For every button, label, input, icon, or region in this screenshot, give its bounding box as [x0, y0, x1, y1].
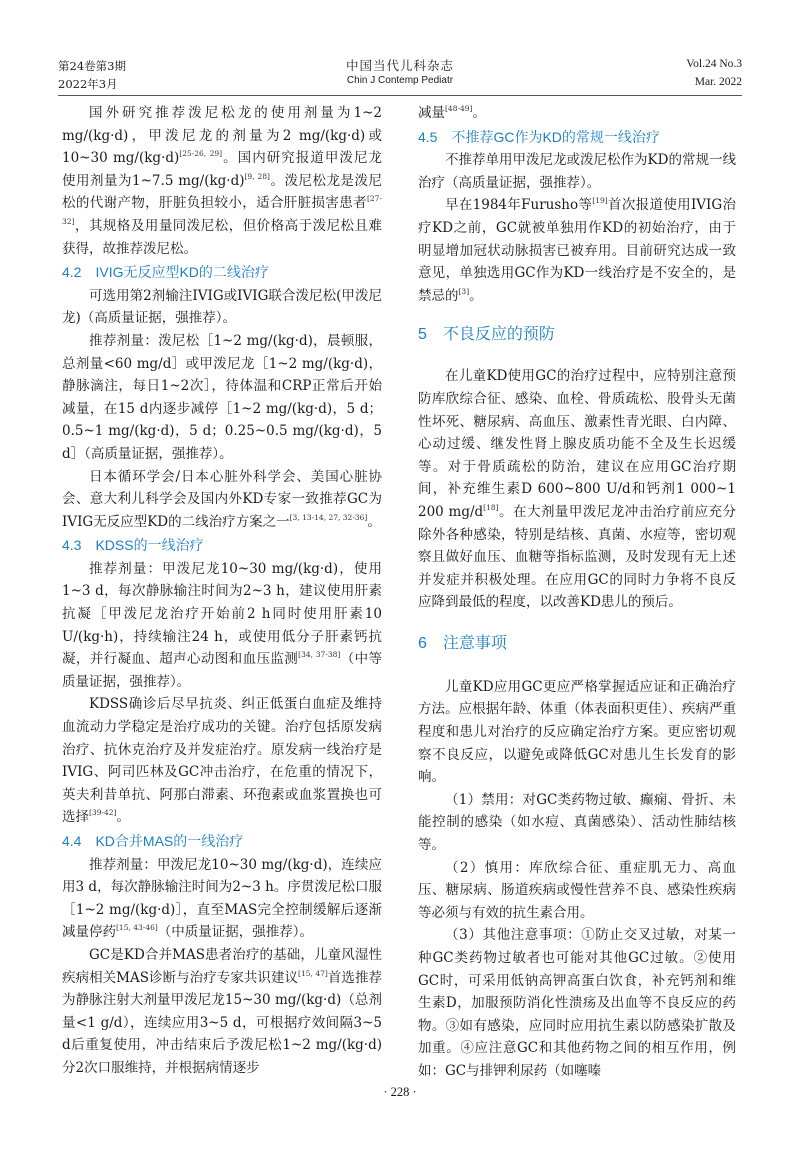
header-journal-en: Chin J Contemp Pediatr [346, 75, 454, 86]
section-heading-5: 5 不良反应的预防 [418, 326, 555, 344]
paragraph: 早在1984年Furusho等[19]首次报道使用IVIG治疗KD之前，GC就被单独用作KD的初始治疗，由于明显增加冠状动脉损害已被弃用。目前研究达成一致意见，单独选用GC作为KD一线治疗是不安全的，是禁忌的[3]。 [418, 196, 736, 304]
section-heading-6: 6 注意事项 [418, 634, 507, 652]
page-number: · 228 · [383, 1085, 417, 1099]
right-column [418, 102, 736, 1083]
paragraph: 推荐剂量：甲泼尼龙10~30 mg/(kg·d)，连续应用3 d，每次静脉输注时间为2~3 h。序贯泼尼松口服［1~2 mg/(kg·d)］，直至MAS完全控制缓解后逐渐减量停药[15, 43-46]（中质量证据，强推荐）。 [62, 856, 382, 941]
paragraph: 儿童KD应用GC更应严格掌握适应证和正确治疗方法。应根据年龄、体重（体表面积更佳）、疾病严重程度和患儿对治疗的反应确定治疗方案。更应密切观察不良反应，以避免或降低GC对患儿生长发育的影响。 [418, 678, 736, 786]
paragraph: 推荐剂量：泼尼松［1~2 mg/(kg·d)，晨顿服，总剂量<60 mg/d］或甲泼尼龙［1~2 mg/(kg·d)，静脉滴注，每日1~2次］，待体温和CRP正常后开始减量，在15 d内逐步减停［1~2 mg/(kg·d)，5 d；0.5~1 mg/(kg·d)，5 d；0.25~0.5 mg/(kg·d)，5 d］（高质量证据，强推荐）。 [62, 332, 382, 462]
paragraph: KDSS确诊后尽早抗炎、纠正低蛋白血症及维持血流动力学稳定是治疗成功的关键。治疗包括原发病治疗、抗休克治疗及并发症治疗。原发病一线治疗是IVIG、阿司匹林及GC冲击治疗，在危重的情况下，英夫利昔单抗、阿那白滞素、环孢素或血浆置换也可选择[39-42]。 [62, 696, 382, 826]
citation: [3] [458, 286, 470, 296]
running-header [0, 0, 800, 91]
paragraph: 推荐剂量：甲泼尼龙10~30 mg/(kg·d)，使用1~3 d，每次静脉输注时间为2~3 h，建议使用肝素抗凝［甲泼尼龙治疗开始前2 h同时使用肝素10 U/(kg·h)，持续输注24 h，或使用低分子肝素钙抗凝，并行凝血、超声心动图和血压监测[34, 37-38]（中等质量证据，强推荐）。 [62, 560, 382, 690]
header-volume-en: Vol.24 No.3 [686, 58, 742, 70]
section-heading-4-4: 4.4 KD合并MAS的一线治疗 [62, 833, 244, 849]
citation: [15, 47] [298, 968, 328, 978]
citation: [27-32] [62, 194, 382, 226]
header-journal-cn: 中国当代儿科杂志 [345, 58, 454, 73]
header-date-en: Mar. 2022 [694, 76, 742, 88]
paragraph: GC是KD合并MAS患者治疗的基础，儿童风湿性疾病相关MAS诊断与治疗专家共识建议[15, 47]首选推荐为静脉注射大剂量甲泼尼龙15~30 mg/(kg·d)（总剂量<1 g/d），连续应用3~5 d，可根据疗效间隔3~5 d后重复使用，冲击结束后予泼尼松1~2 mg/(kg·d)分2次口服维持，并根据病情逐步 [62, 946, 382, 1076]
header-volume-cn: 第24卷第3期 [58, 59, 126, 73]
section-heading-4-5: 4.5 不推荐GC作为KD的常规一线治疗 [418, 128, 660, 145]
left-column [62, 102, 382, 1080]
citation: [39-42] [89, 808, 117, 818]
citation: [15, 43-46] [116, 923, 158, 933]
section-heading-4-2: 4.2 IVIG无反应型KD的二线治疗 [62, 264, 269, 281]
paragraph: （1）禁用：对GC类药物过敏、癫痫、骨折、未能控制的感染（如水痘、真菌感染）、活动性肺结核等。 [418, 791, 736, 854]
header-date-cn: 2022年3月 [58, 77, 118, 91]
citation: [48-49] [445, 104, 473, 113]
citation: [18] [483, 502, 499, 512]
header-rule [58, 95, 742, 96]
citation: [19] [592, 196, 608, 206]
paragraph: （3）其他注意事项：①防止交叉过敏，对某一种GC类药物过敏者也可能对其他GC过敏。②使用GC时，可采用低钠高钾高蛋白饮食，补充钙剂和维生素D，加服预防消化性溃疡及出血等不良反应的药物。③如有感染，应同时应用抗生素以防感染扩散及加重。④应注意GC和其他药物之间的相互作用，例如：GC与排钾利尿药（如噻嗪 [418, 927, 736, 1079]
citation: [3, 13-14, 27, 32-36] [289, 512, 368, 522]
paragraph: 日本循环学会/日本心脏外科学会、美国心脏协会、意大利儿科学会及国内外KD专家一致推荐GC为IVIG无反应型KD的二线治疗方案之一[3, 13-14, 27, 32-36]。 [62, 468, 382, 530]
citation: [9, 28] [244, 171, 270, 181]
paragraph: 可选用第2剂输注IVIG或IVIG联合泼尼松(甲泼尼龙)（高质量证据，强推荐）。 [62, 287, 382, 327]
citation: [34, 37-38] [298, 650, 341, 660]
citation: [25-26, 29] [179, 149, 223, 159]
section-heading-4-3: 4.3 KDSS的一线治疗 [62, 537, 204, 554]
paragraph: 在儿童KD使用GC的治疗过程中，应特别注意预防库欣综合征、感染、血栓、骨质疏松、股骨头无菌性坏死、糖尿病、高血压、激素性青光眼、白内障、心动过缓、继发性肾上腺皮质功能不全及生长迟缓等。对于骨质疏松的防治，建议在应用GC治疗期间，补充维生素D 600~800 U/d和钙剂1 000~1 200 mg/d[18]。在大剂量甲泼尼龙冲击治疗前应充分除外各种感染，特别是结核、真菌、水痘等，密切观察且做好血压、血糖等指标监测，及时发现有无上述并发症并积极处理。在应用GC的同时力争将不良反应降到最低的程度，以改善KD患儿的预后。 [418, 368, 737, 611]
paragraph: 国外研究推荐泼尼松龙的使用剂量为1~2 mg/(kg·d)，甲泼尼龙的剂量为2 mg/(kg·d)或10~30 mg/(kg·d)[25-26, 29]。国内研究报道甲泼尼龙使用剂量为1~7.5 mg/(kg·d)[9, 28]。泼尼松龙是泼尼松的代谢产物，肝脏负担较小，适合肝脏损害患者[27-32]，其规格及用量同泼尼松，但价格高于泼尼松且难获得，故推荐泼尼松。 [62, 105, 383, 257]
paragraph: （2）慎用：库欣综合征、重症肌无力、高血压、糖尿病、肠道疾病或慢性营养不良、感染性疾病等必须与有效的抗生素合用。 [418, 859, 736, 921]
paragraph: 减量[48-49]。 [418, 104, 486, 121]
paragraph: 不推荐单用甲泼尼龙或泼尼松作为KD的常规一线治疗（高质量证据，强推荐）。 [418, 152, 736, 191]
